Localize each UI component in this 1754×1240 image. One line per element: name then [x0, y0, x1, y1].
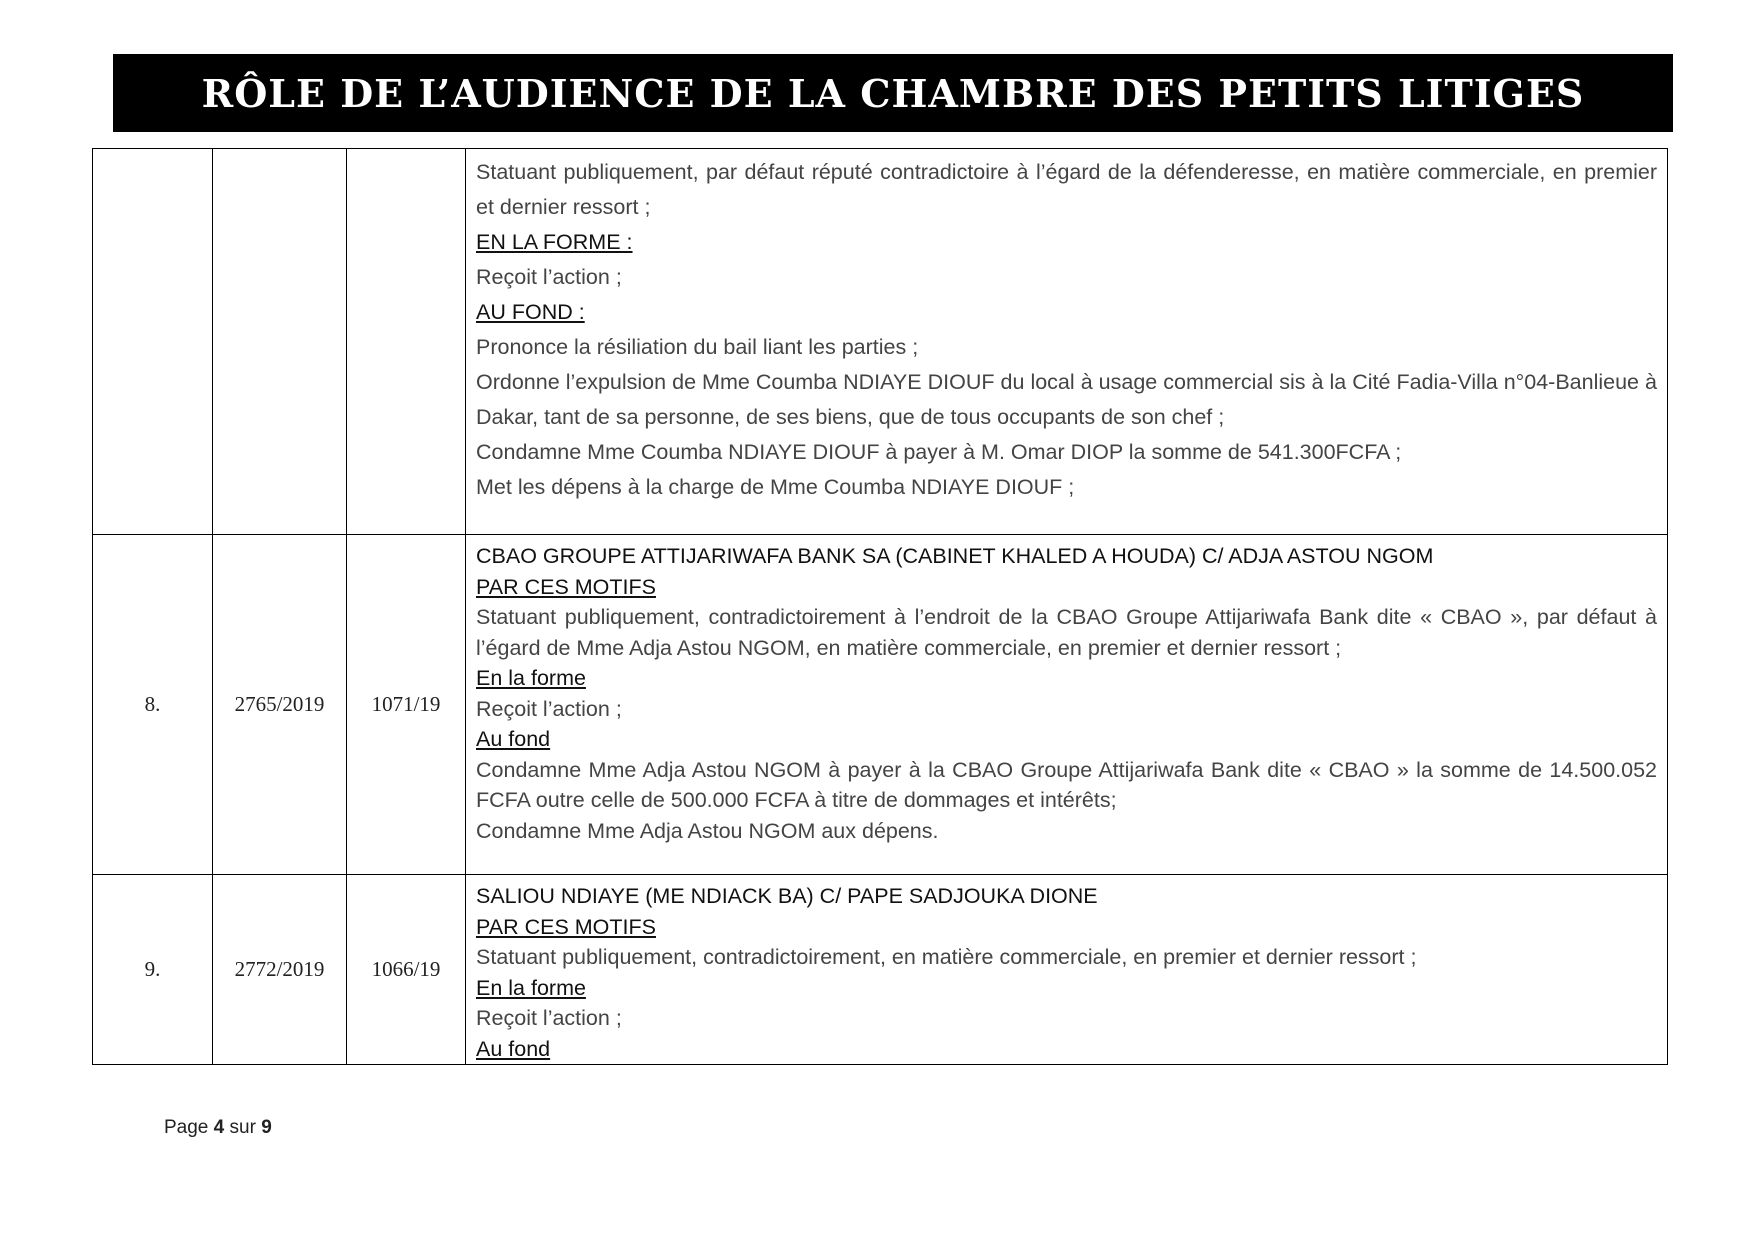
ruling-line: Statuant publiquement, par défaut réputé contradictoire à l’égard de la défenderesse, en matière commerciale, en premier et dernier ressort ;: [476, 160, 1657, 219]
section-heading: PAR CES MOTIFS: [476, 914, 656, 939]
ruling-line: Statuant publiquement, contradictoirement à l’endroit de la CBAO Groupe Attijariwafa Bank dite « CBAO », par défaut à l’égard de Mme Adja Astou NGOM, en matière commerciale, en premier et dernier ressort ;: [476, 605, 1657, 660]
role-number-cell: 2765/2019: [213, 535, 347, 875]
table-row: [93, 535, 1668, 875]
ruling-line: Reçoit l’action ;: [476, 696, 622, 721]
page-title: RÔLE DE L’AUDIENCE DE LA CHAMBRE DES PETITS LITIGES: [201, 70, 1585, 116]
ruling-line: Condamne Mme Adja Astou NGOM aux dépens.: [476, 818, 939, 843]
ruling-line: Condamne Mme Coumba NDIAYE DIOUF à payer à M. Omar DIOP la somme de 541.300FCFA ;: [476, 440, 1402, 464]
page-footer: [164, 1117, 272, 1139]
role-number-cell: [213, 149, 347, 535]
case-parties: CBAO GROUPE ATTIJARIWAFA BANK SA (CABINET KHALED A HOUDA) C/ ADJA ASTOU NGOM: [476, 544, 1434, 568]
ruling-line: Condamne Mme Adja Astou NGOM à payer à la CBAO Groupe Attijariwafa Bank dite « CBAO » la somme de 14.500.052 FCFA outre celle de 500.000 FCFA à titre de dommages et intérêts;: [476, 757, 1657, 812]
table-row: [93, 875, 1668, 1065]
current-page-number: 4: [213, 1117, 225, 1138]
section-heading: AU FOND :: [476, 300, 585, 324]
ruling-cell: [466, 535, 1668, 875]
total-pages-number: 9: [261, 1117, 272, 1138]
page-label: Page: [164, 1117, 209, 1138]
ruling-cell: [466, 149, 1668, 535]
ruling-line: Statuant publiquement, contradictoirement, en matière commerciale, en premier et dernier ressort ;: [476, 945, 1417, 969]
section-heading: EN LA FORME :: [476, 230, 633, 254]
judgment-number-cell: 1066/19: [347, 875, 466, 1065]
case-parties: SALIOU NDIAYE (ME NDIACK BA) C/ PAPE SADJOUKA DIONE: [476, 884, 1098, 908]
ruling-line: Prononce la résiliation du bail liant les parties ;: [476, 335, 919, 359]
case-number-cell: 8.: [93, 535, 213, 875]
ruling-line: Reçoit l’action ;: [476, 265, 622, 289]
role-number-cell: 2772/2019: [213, 875, 347, 1065]
section-heading: Au fond: [476, 1036, 551, 1061]
judgment-number-cell: 1071/19: [347, 535, 466, 875]
table-row: [93, 149, 1668, 535]
judgment-number-cell: [347, 149, 466, 535]
section-heading: PAR CES MOTIFS: [476, 574, 656, 599]
ruling-line: Reçoit l’action ;: [476, 1006, 622, 1030]
case-number-cell: [93, 149, 213, 535]
ruling-line: Ordonne l’expulsion de Mme Coumba NDIAYE DIOUF du local à usage commercial sis à la Cité Fadia-Villa n°04-Banlieue à Dakar, tant de sa personne, de ses biens, que de tous occupants de son chef ;: [476, 370, 1657, 429]
section-heading: En la forme: [476, 666, 586, 690]
ruling-cell: [466, 875, 1668, 1065]
page-separator: sur: [229, 1117, 256, 1138]
hearing-roll-table: [92, 148, 1668, 1065]
ruling-line: Met les dépens à la charge de Mme Coumba NDIAYE DIOUF ;: [476, 475, 1075, 499]
case-number-cell: 9.: [93, 875, 213, 1065]
header-band: [113, 54, 1673, 132]
section-heading: En la forme: [476, 975, 586, 1000]
section-heading: Au fond: [476, 727, 551, 751]
